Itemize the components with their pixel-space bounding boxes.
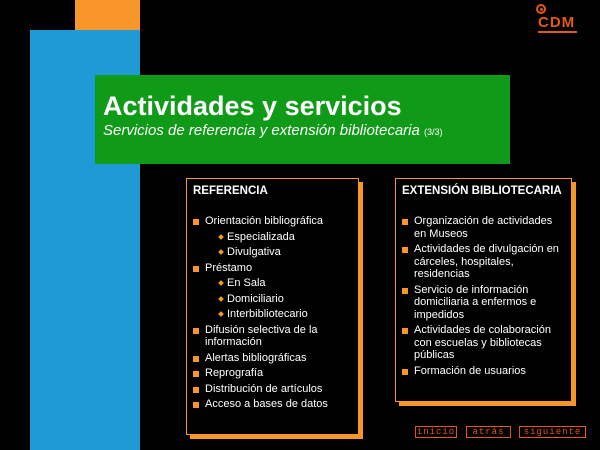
extension-heading: EXTENSIÓN BIBLIOTECARIA [402,185,562,197]
list-item-label: Alertas bibliográficas [205,351,307,364]
bullet-square-icon [193,328,199,334]
list-item [193,367,354,380]
list-item-label: Servicio de información domiciliaria a enfermos e impedidos [414,283,537,321]
bullet-square-icon [402,288,408,294]
logo-ring-icon [536,4,546,14]
bullet-diamond-icon [218,249,224,255]
nav-atras-button[interactable]: atrás [466,426,511,438]
list-item-label: Orientación bibliográfica [205,215,324,227]
list-item-label: Actividades de divulgación en cárceles, hospitales, residencias [414,243,559,280]
sub-list-item [215,277,354,290]
list-item [193,352,354,365]
cdm-logo [533,4,589,34]
sub-list-item [215,231,354,244]
sub-item-label: En Sala [227,277,266,289]
list-item [402,215,567,240]
extension-panel [395,178,572,402]
title-banner [95,75,510,164]
nav-inicio-button[interactable]: inicio [416,427,456,437]
list-item-label: Actividades de colaboración con escuelas y bibliotecas públicas [414,324,551,361]
bullet-square-icon [193,266,199,272]
sub-list-item [215,246,354,259]
extension-list [402,215,567,380]
logo-text: CDM [538,14,576,31]
list-item-label: Formación de usuarios [414,364,526,377]
page-indicator: (3/3) [424,127,443,137]
sub-item-label: Especializada [227,230,295,243]
list-item-label: Reprografía [205,367,264,379]
referencia-list [193,215,354,414]
bullet-square-icon [402,219,408,225]
bullet-square-icon [402,247,408,253]
bullet-square-icon [193,387,199,393]
list-item [193,262,354,321]
sub-item-label: Domiciliario [227,292,284,305]
list-item [193,383,354,396]
referencia-heading: REFERENCIA [193,185,268,197]
bullet-square-icon [193,402,199,408]
list-item-label: Difusión selectiva de la información [205,323,318,348]
list-item [402,243,567,281]
bullet-diamond-icon [218,234,224,240]
bullet-square-icon [193,219,199,225]
bullet-square-icon [193,371,199,377]
sub-item-label: Divulgativa [227,246,281,258]
list-item-label: Acceso a bases de datos [205,398,328,410]
bullet-square-icon [402,328,408,334]
bullet-square-icon [402,369,408,375]
list-item [193,398,354,411]
list-item [193,324,354,349]
bullet-square-icon [193,356,199,362]
page-title: Actividades y servicios [103,91,402,121]
list-item-label: Préstamo [205,261,253,274]
list-item [402,365,567,378]
referencia-panel [186,178,359,435]
page-subtitle [103,122,510,141]
list-item [402,284,567,322]
list-item [402,324,567,362]
list-item [193,215,354,259]
sub-list-item [215,293,354,306]
nav-siguiente-button[interactable]: siguiente [519,426,586,438]
bullet-diamond-icon [218,311,224,317]
list-item-label: Distribución de artículos [205,382,323,395]
sub-item-label: Interbibliotecario [227,308,308,320]
list-item-label: Organización de actividades en Museos [414,215,553,240]
sub-list-item [215,308,354,321]
bullet-diamond-icon [218,280,224,286]
bullet-diamond-icon [218,296,224,302]
subtitle-text: Servicios de referencia y extensión bibliotecaria [103,122,420,139]
